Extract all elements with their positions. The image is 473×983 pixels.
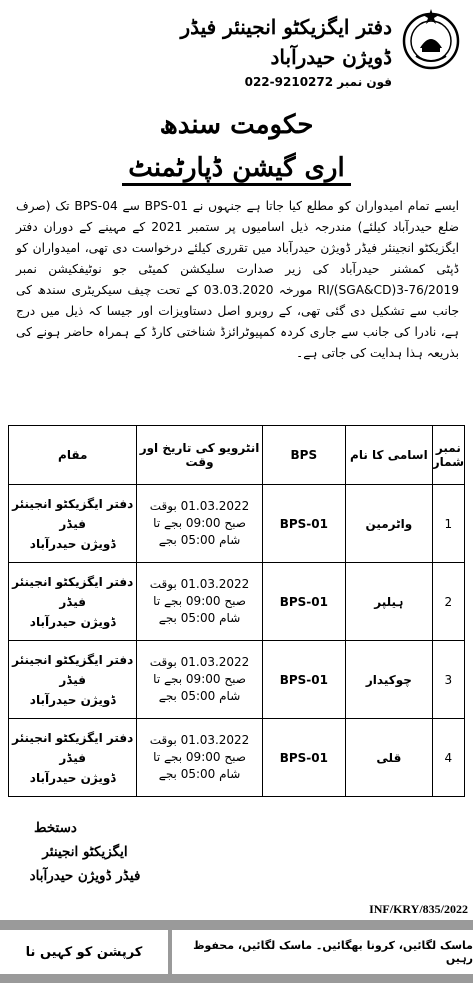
phone-row (244, 75, 392, 89)
row-place-line1: دفتر ایگزیکٹو انجینئر فیڈر (12, 730, 134, 765)
row-serial: 2 (432, 563, 464, 641)
footer-band (0, 920, 473, 983)
notice-body (16, 196, 459, 364)
header-place: مقام (9, 426, 137, 485)
row-time-to: شام 05:00 بجے (158, 689, 241, 703)
row-date: 01.03.2022 بوقت (149, 499, 250, 513)
department-title: اری گیشن ڈپارٹمنٹ (122, 153, 350, 186)
table-row (9, 485, 465, 563)
government-of-sindh-seal-icon (398, 6, 464, 72)
reference-number: INF/KRY/835/2022 (369, 902, 468, 916)
row-place-line2: ڈویژن حیدرآباد (29, 614, 116, 629)
signature-block (20, 816, 150, 888)
row-bps: BPS-01 (262, 563, 345, 641)
row-date-time (137, 719, 262, 797)
row-post-name: قلی (346, 719, 433, 797)
row-bps: BPS-01 (262, 641, 345, 719)
signature-title: ایگزیکٹو انجینئر (42, 844, 128, 860)
row-time-to: شام 05:00 بجے (158, 767, 241, 781)
row-date: 01.03.2022 بوقت (149, 655, 250, 669)
row-post-name: ہیلپر (346, 563, 433, 641)
table-row (9, 719, 465, 797)
row-serial: 1 (432, 485, 464, 563)
phone-number: 022-9210272 (244, 75, 334, 89)
notice-paragraph: ایسے تمام امیدواران کو مطلع کیا جاتا ہے جنہوں نے BPS-01 سے BPS-04 تک (صرف ضلع حیدرآباد کیلئے) مندرجہ ذیل اسامیوں پر ستمبر 2021 کے مہینے کے دوران دفتر ایگزیکٹو انجینئر فیڈر ڈویژن حیدرآباد میں تقرری کیلئے درخواست دی تھی، امیدواران کو ڈپٹی کمشنر حیدرآباد کی زیر صدارت سلیکشن کمیٹی جو نوٹیفکیشن نمبر RI/(SGA&CD)3-76/2019 مورخہ 03.03.2020 کے تحت چیف سیکریٹری سندھ کی جانب سے تشکیل دی گئی تھی، کے روبرو اصل دستاویزات اور جیسا کہ ذیل میں درج ہے، نادرا کی جانب سے جاری کردہ کمپیوٹرائزڈ شناختی کارڈ کے ہمراہ حاضر ہونے کی بذریعہ ہذا ہدایت کی جاتی ہے۔ (16, 199, 459, 360)
row-bps: BPS-01 (262, 719, 345, 797)
row-date: 01.03.2022 بوقت (149, 577, 250, 591)
table-row (9, 641, 465, 719)
anti-corruption-text: کرپشن کو کہیں نا (25, 944, 143, 960)
header-date-time: انٹرویو کی تاریخ اور وقت (137, 426, 262, 485)
row-place (9, 641, 137, 719)
office-name: دفتر ایگزیکٹو انجینئر فیڈر ڈویژن حیدرآباد (180, 15, 392, 69)
table-row (9, 563, 465, 641)
jobs-table (8, 425, 465, 797)
row-time-from: صبح 09:00 بجے تا (153, 672, 246, 686)
row-place-line2: ڈویژن حیدرآباد (29, 770, 116, 785)
row-date: 01.03.2022 بوقت (149, 733, 250, 747)
row-post-name: چوکیدار (346, 641, 433, 719)
row-place-line1: دفتر ایگزیکٹو انجینئر فیڈر (12, 496, 134, 531)
table-header-row (9, 426, 465, 485)
header-post-name: اسامی کا نام (346, 426, 433, 485)
row-date-time (137, 563, 262, 641)
row-time-to: شام 05:00 بجے (158, 611, 241, 625)
row-time-from: صبح 09:00 بجے تا (153, 594, 246, 608)
row-place-line1: دفتر ایگزیکٹو انجینئر فیڈر (12, 574, 134, 609)
row-place-line2: ڈویژن حیدرآباد (29, 536, 116, 551)
row-time-from: صبح 09:00 بجے تا (153, 516, 246, 530)
mask-slogan (172, 930, 473, 974)
header-serial: نمبر شمار (432, 426, 464, 485)
row-time-to: شام 05:00 بجے (158, 533, 241, 547)
signature-label: دستخط (34, 820, 77, 836)
mask-slogan-text: ماسک لگائیں، کرونا بھگائیں۔ ماسک لگائیں، محفوظ رہیں (193, 939, 473, 965)
row-place-line1: دفتر ایگزیکٹو انجینئر فیڈر (12, 652, 134, 687)
government-heading: حکومت سندھ (159, 110, 314, 140)
row-time-from: صبح 09:00 بجے تا (153, 750, 246, 764)
row-serial: 4 (432, 719, 464, 797)
header-bps: BPS (262, 426, 345, 485)
row-serial: 3 (432, 641, 464, 719)
row-place-line2: ڈویژن حیدرآباد (29, 692, 116, 707)
row-place (9, 563, 137, 641)
row-post-name: واٹرمین (346, 485, 433, 563)
signature-office: فیڈر ڈویژن حیدرآباد (29, 868, 141, 884)
phone-label: فون نمبر (337, 75, 392, 89)
row-place (9, 719, 137, 797)
row-date-time (137, 485, 262, 563)
anti-corruption-slogan (0, 930, 168, 974)
department-heading (0, 150, 473, 186)
row-bps: BPS-01 (262, 485, 345, 563)
row-place (9, 485, 137, 563)
row-date-time (137, 641, 262, 719)
